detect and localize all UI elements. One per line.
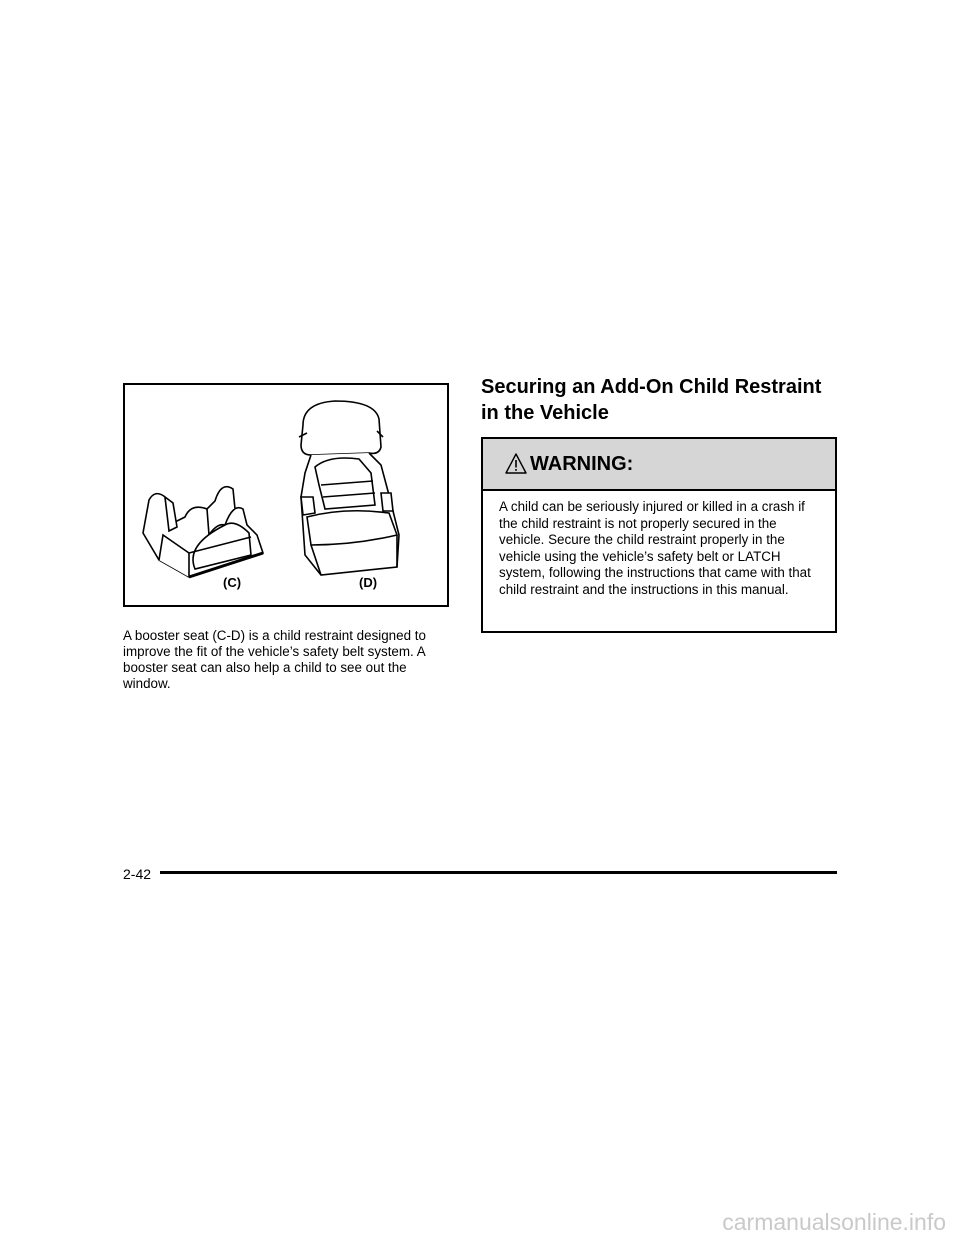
warning-triangle-icon: [504, 452, 528, 476]
caption-text: A booster seat (C-D) is a child restraint designed to improve the fit of the vehicle’s safety belt system. A booster seat can also help a child to see out the window.: [123, 628, 426, 691]
figure-label-d: (D): [359, 575, 378, 590]
warning-box: [481, 437, 837, 633]
booster-seat-figure: [123, 383, 449, 607]
warning-header: [483, 439, 835, 491]
watermark: carmanualsonline.info: [722, 1209, 946, 1235]
warning-body: A child can be seriously injured or killed in a crash if the child restraint is not properly secured in the vehicle. Secure the child restraint properly in the vehicle using the vehicle’s safety belt or LATCH system, following the instructions that came with that child restraint and the instructions in this manual.: [499, 499, 811, 597]
booster-seat-c-drawing: [143, 487, 263, 577]
figure-caption: [123, 628, 453, 692]
booster-seat-illustration: [125, 385, 447, 605]
warning-title: WARNING:: [530, 452, 634, 475]
page-number: 2-42: [123, 866, 152, 882]
booster-seat-d-drawing: [299, 401, 399, 575]
figure-label-c: (C): [223, 575, 242, 590]
footer-divider: [160, 871, 837, 874]
section-title: Securing an Add-On Child Restraint in the Vehicle: [481, 376, 822, 424]
